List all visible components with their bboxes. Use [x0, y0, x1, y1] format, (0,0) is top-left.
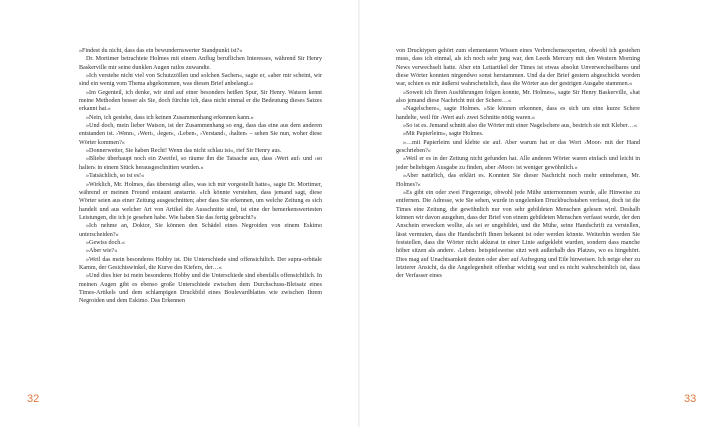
paragraph: »Ich nehme an, Doktor, Sie können den Schädel eines Negroiden von einem Eskimo unterscheiden?« — [79, 223, 322, 238]
paragraph: Dr. Mortimer betrachtete Holmes mit einem Anflug beruflichen Interesses, während Sir Henry Baskerville mir seine dunklen Augen ratlos zuwandte. — [79, 56, 322, 71]
paragraph: »Nagelschere«, sagte Holmes. »Sie können erkennen, dass es sich um eine kurze Schere handelte, weil für ›Wert auf‹ zwei Schnitte nötig waren.« — [396, 106, 640, 121]
paragraph: »Aber natürlich, das erklärt es. Konnten Sie dieser Nachricht noch mehr entnehmen, Mr. Holmes?« — [396, 173, 640, 188]
paragraph: »Weil er es in der Zeitung nicht gefunden hat. Alle anderen Wörter waren einfach und leicht in jeder beliebigen Ausgabe zu finden, aber ›Moor‹ ist weniger gewöhnlich.« — [396, 156, 640, 171]
paragraph: »…mit Papierleim und klebte sie auf. Aber warum hat er das Wort ›Moor‹ mit der Hand geschrieben?« — [396, 139, 640, 155]
paragraph: »Nein, ich gestehe, dass ich keinen Zusammenhang erkennen kann.« — [86, 114, 254, 121]
right-page — [360, 0, 719, 427]
right-text-block — [396, 47, 640, 281]
paragraph: »Wirklich, Mr. Holmes, das übersteigt alles, was ich mir vorgestellt hatte«, sagte Dr. Mortimer, während er meinen Freund erstaunt anstarrte. »Ich könnte verstehen, dass jemand sagt, diese Wörter seien aus einer Zeitung ausgeschnitten; aber dass Sie erkennen, um welche Zeitung es sich handelt und aus welcher Art von Artikel die Ausschnitte sind, ist eine der bemerkenswertesten Leistungen, die ich je gesehen habe. Wie haben Sie das fertig gebracht?« — [79, 181, 322, 221]
page-number-right: 33 — [684, 393, 697, 405]
page-number-left: 32 — [27, 393, 40, 405]
left-text-block — [79, 47, 322, 306]
paragraph: »Donnerwetter, Sie haben Recht! Wenn das nicht schlau ist«, rief Sir Henry aus. — [86, 148, 282, 155]
paragraph: »Mit Papierleim«, sagte Holmes. — [403, 131, 484, 138]
paragraph: »Findest du nicht, dass das ein bewundernswerter Standpunkt ist?« — [79, 48, 243, 54]
paragraph: »Im Gegenteil, ich denke, wir sind auf einer besonders heißen Spur, Sir Henry. Watson kennt meine Methoden besser als Sie, doch fürchte ich, dass nicht einmal er die Bedeutung dieses Satzes erkannt hat.« — [79, 89, 322, 113]
paragraph: »Es gibt ein oder zwei Fingerzeige, obwohl jede Mühe unternommen wurde, alle Hinweise zu entfernen. Die Adresse, wie Sie sehen, wurde in ungelenken Druckbuchstaben verfasst, doch ist die Times eine Zeitung, die gewöhnlich nur von sehr gebildeten Menschen gelesen wird. Deshalb können wir davon ausgehen, dass der Brief von einem gebildeten Menschen verfasst wurde, der den Anschein erwecken wollte, als sei er ungebildet, und die Mühe, seine Handschrift zu verstellen, lässt vermuten, dass die Handschrift Ihnen bekannt ist oder werden könnte. Weiterhin werden Sie feststellen, dass die Wörter nicht akkurat in einer Linie aufgeklebt wurden, sondern dass manche höher sitzen als andere. ›Leben‹ beispielsweise sitzt weit außerhalb des Platzes, wo es hingehört. Dies mag auf Unachtsamkeit deuten oder aber auf Aufregung und Eile hinweisen. Ich neige eher zu letzterer Ansicht, da die Angelegenheit offenbar wichtig war und es nicht wahrscheinlich ist, dass der Verfasser eines — [396, 189, 641, 280]
paragraph: »So ist es. Jemand schnitt also die Wörter mit einer Nagelschere aus, bestrich sie mit Kleber…« — [403, 123, 637, 130]
paragraph: »Tatsächlich, so ist es!« — [86, 173, 145, 180]
paragraph: »Weil das mein besonderes Hobby ist. Die Unterschiede sind offensichtlich. Der supra-orbitale Kamm, der Gesichtswinkel, die Kurve des Kiefers, der…« — [79, 256, 322, 271]
paragraph: »Ich verstehe nicht viel von Schutzzöllen und solchen Sachen«, sagte er, »aber mir scheint, wir sind ein wenig vom Thema abgekommen, was diesen Brief anbelangt.« — [79, 73, 322, 88]
paragraph: »Aber wie?« — [86, 248, 118, 255]
paragraph: »Und doch, mein lieber Watson, ist der Zusammenhang so eng, dass das eine aus dem anderen entstanden ist. ›Wenn‹, ›Wert‹, ›legen‹, ›Leben‹, ›Verstand‹, ›halten‹ – sehen Sie nun, woher diese Wörter kommen?« — [79, 123, 322, 146]
paragraph: »Soweit ich Ihren Ausführungen folgen konnte, Mr. Holmes«, sagte Sir Henry Baskerville, »hat also jemand diese Nachricht mit der Schere…« — [396, 89, 640, 105]
paragraph: von Drucktypen gehört zum elementaren Wissen eines Verbrechensexperten, obwohl ich gestehen muss, dass ich einmal, als ich noch sehr jung war, den Leeds Mercury mit den Western Morning News verwechselt hatte. Aber ein Leitartikel der Times ist etwas absolut Unverwechselbares und diese Wörter konnten nirgendwo sonst herstammen. Und da der Brief gestern abgeschickt worden war, schien es mir äußerst wahrscheinlich, dass die Wörter aus der gestrigen Ausgabe stammen.« — [396, 48, 640, 88]
paragraph: »Und dies hier ist mein besonderes Hobby und die Unterschiede sind ebenfalls offensichtlich. In meinen Augen gibt es ebenso große Unterschiede zwischen dem Durchschuss-Bleisatz eines Times-Artikels und dem schlampigen Druckbild eines Boulevardblattes wie zwischen Ihrem Negroiden und dem Eskimo. Das Erkennen — [79, 273, 322, 305]
paragraph: »Gewiss doch.« — [86, 239, 125, 246]
paragraph: »Bliebe überhaupt noch ein Zweifel, so räume ihn die Tatsache aus, dass ›Wert auf‹ und ›so halten‹ in einem Stück herausgeschnitten wurden.« — [79, 156, 322, 171]
left-page — [0, 0, 359, 427]
